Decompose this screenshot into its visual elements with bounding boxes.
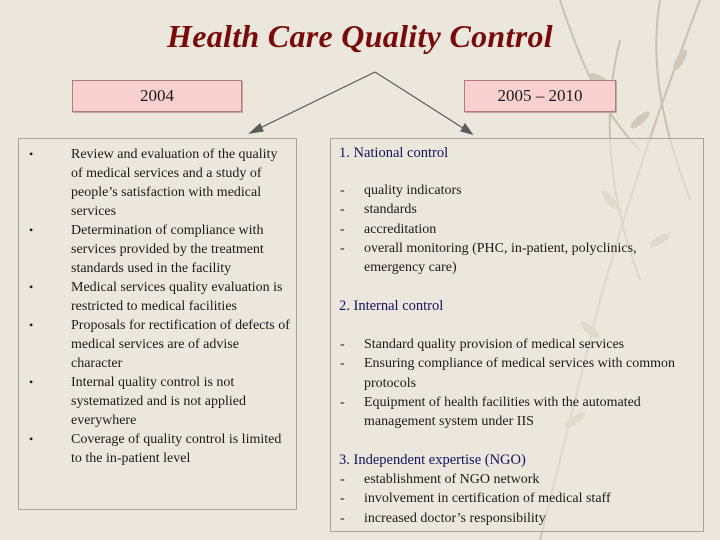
- independent-expertise-list: [331, 470, 703, 528]
- dash-icon: -: [340, 472, 345, 487]
- bullet-icon: •: [29, 147, 34, 161]
- list-item: - overall monitoring (PHC, in-patient, polyclinics, emergency care): [340, 240, 637, 276]
- section-heading-national-control: 1. National control: [339, 145, 449, 161]
- bullet-icon: •: [29, 223, 34, 237]
- list-item: - Equipment of health facilities with the automated management system under IIS: [340, 394, 641, 430]
- left-panel-2004: [18, 138, 297, 510]
- list-item: - establishment of NGO network: [331, 470, 703, 489]
- dash-icon: -: [340, 337, 345, 352]
- right-panel-2005-2010: [330, 138, 704, 532]
- list-item: - accreditation: [331, 220, 703, 239]
- dash-icon: -: [340, 221, 345, 237]
- dash-icon: -: [340, 183, 345, 198]
- bullet-icon: •: [29, 432, 34, 446]
- dash-icon: -: [340, 394, 345, 410]
- list-item: - Ensuring compliance of medical services with common protocols: [340, 356, 676, 391]
- list-item: • Review and evaluation of the quality of medical services and a study of people’s satisfaction with medical services: [29, 147, 278, 219]
- list-item: - standards: [331, 200, 703, 219]
- list-item: • Proposals for rectification of defects of medical services are of advise character: [29, 318, 290, 371]
- list-item: - increased doctor’s responsibility: [331, 509, 703, 528]
- list-item: • Coverage of quality control is limited to the in-patient level: [29, 432, 282, 466]
- year-2004-box: 2004: [72, 80, 242, 112]
- internal-control-list: [331, 335, 703, 431]
- section-heading-independent-expertise: 3. Independent expertise (NGO): [339, 452, 526, 468]
- year-2005-2010-box: 2005 – 2010: [464, 80, 616, 112]
- national-control-list: [331, 181, 703, 277]
- dash-icon: -: [340, 202, 345, 218]
- left-bullet-list: [19, 145, 296, 468]
- bullet-icon: •: [29, 318, 34, 332]
- dash-icon: -: [340, 510, 345, 526]
- list-item: - involvement in certification of medical staff: [331, 489, 703, 508]
- list-item: • Determination of compliance with services provided by the treatment standards used in the facility: [29, 223, 264, 276]
- dash-icon: -: [340, 356, 345, 372]
- dash-icon: -: [340, 240, 345, 256]
- bullet-icon: •: [29, 375, 34, 389]
- list-item: • Medical services quality evaluation is restricted to medical facilities: [29, 280, 283, 314]
- section-heading-internal-control: 2. Internal control: [339, 298, 444, 314]
- list-item: • Internal quality control is not systematized and is not applied everywhere: [29, 375, 246, 428]
- page-title: Health Care Quality Control: [167, 18, 553, 54]
- bullet-icon: •: [29, 280, 34, 294]
- list-item: - Standard quality provision of medical services: [331, 335, 703, 354]
- dash-icon: -: [340, 491, 345, 507]
- list-item: - quality indicators: [331, 181, 703, 200]
